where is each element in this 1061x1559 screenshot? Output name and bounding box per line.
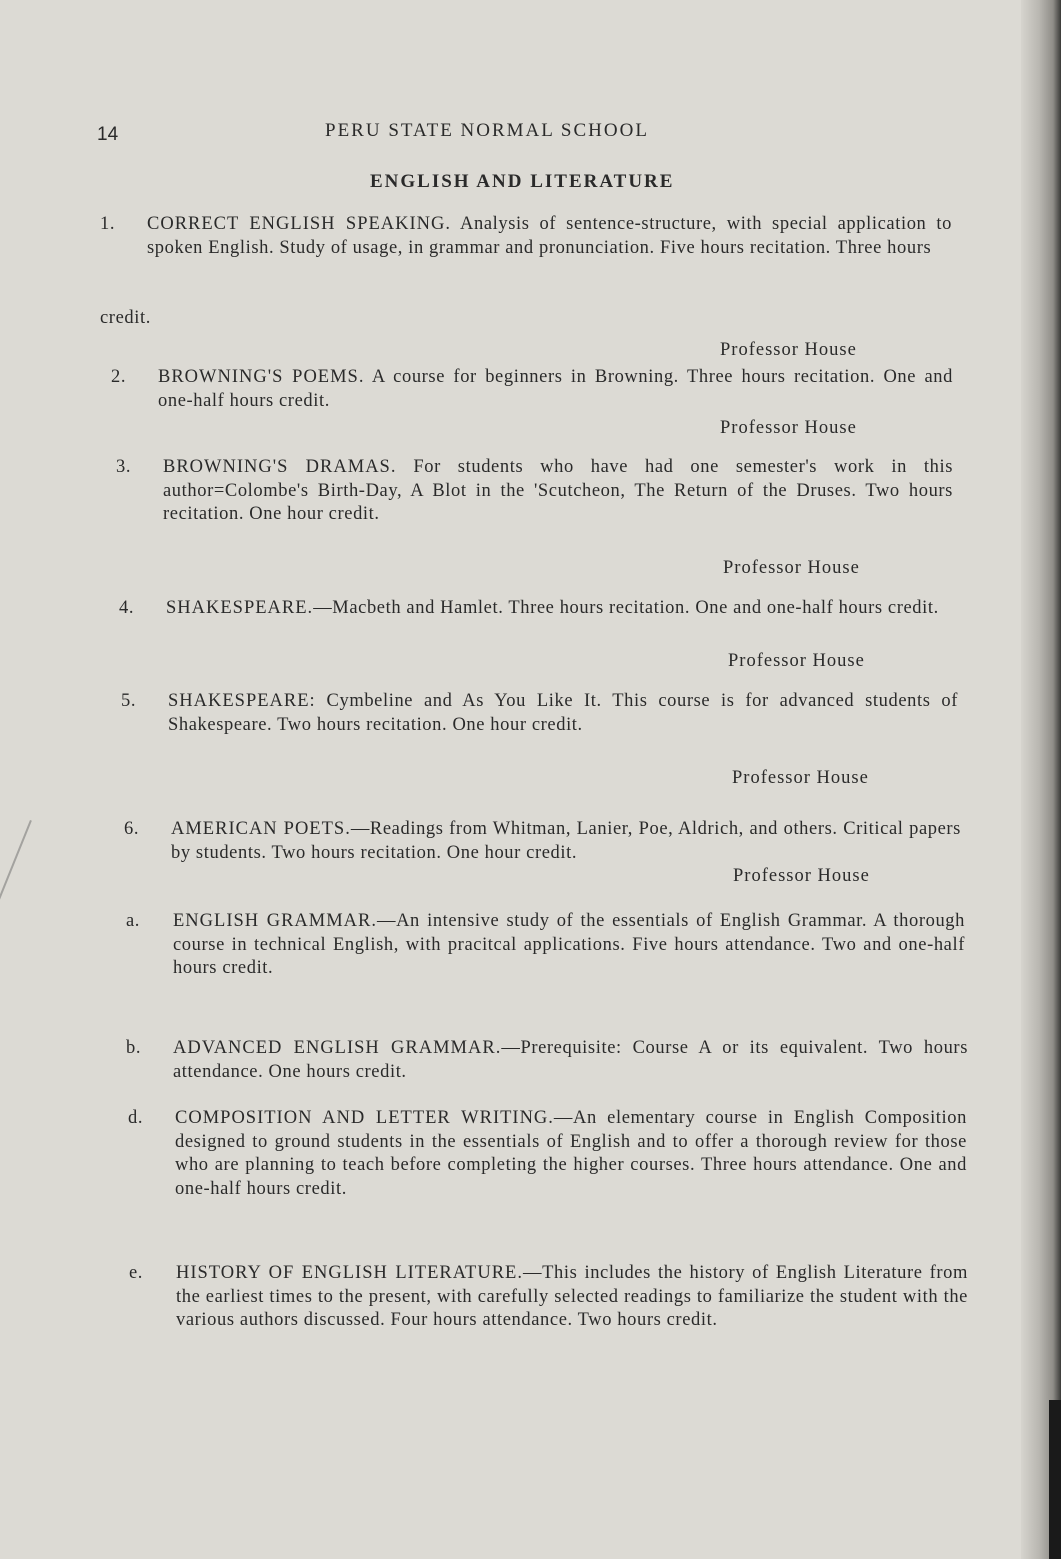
binding-shadow [1021, 0, 1061, 1559]
course-6 [124, 818, 961, 865]
course-credit: credit. [100, 308, 151, 328]
course-d [128, 1107, 967, 1201]
course-description: —Prerequisite: Course A or its equivalent. Two hours attendance. One hours credit. [173, 1038, 968, 1082]
course-title: BROWNING'S DRAMAS. [163, 457, 397, 477]
course-description: —Readings from Whitman, Lanier, Poe, Aldrich, and others. Critical papers by students. Two hours recitation. One hour credit. [171, 819, 961, 863]
course-description: A course for beginners in Browning. Three hours recitation. One and one-half hours credit. [158, 367, 953, 411]
course-title: AMERICAN POETS. [171, 819, 351, 839]
binding-edge [1049, 1400, 1061, 1559]
course-title: BROWNING'S POEMS. [158, 367, 365, 387]
course-number: d. [128, 1108, 144, 1128]
section-title: ENGLISH AND LITERATURE [370, 171, 675, 192]
course-description: For students who have had one semester's work in this author=Colombe's Birth-Day, A Blot in the 'Scutcheon, The Return of the Druses. Two hours recitation. One hour credit. [163, 457, 953, 524]
course-1 [100, 213, 952, 260]
course-4 [119, 597, 953, 621]
course-title: CORRECT ENGLISH SPEAKING. [147, 214, 452, 234]
course-number: b. [126, 1038, 142, 1058]
course-title: SHAKESPEARE: [168, 691, 316, 711]
course-title: COMPOSITION AND LETTER WRITING. [175, 1108, 554, 1128]
course-number: 6. [124, 819, 140, 839]
course-description: —This includes the history of English Literature from the earliest times to the present, with carefully selected readings to familiarize the student with the various authors discussed. Four hours attendance. Two hours credit. [176, 1263, 968, 1330]
course-description: Cymbeline and As You Like It. This course is for advanced students of Shakespeare. Two hours recitation. One hour credit. [168, 691, 958, 735]
course-number: 5. [121, 691, 137, 711]
course-description: Analysis of sentence-structure, with special application to spoken English. Study of usage, in grammar and pronunciation. Five hours recitation. Three hours [147, 214, 952, 258]
running-head: PERU STATE NORMAL SCHOOL [325, 120, 649, 141]
instructor-2: Professor House [720, 418, 857, 438]
instructor-1: Professor House [720, 340, 857, 360]
course-number: 3. [116, 457, 132, 477]
course-title: ENGLISH GRAMMAR. [173, 911, 377, 931]
course-1-credit [100, 307, 300, 331]
course-description: —An elementary course in English Composition designed to ground students in the essentials of English and to offer a thorough review for those who are planning to teach before completing the higher courses. Three hours attendance. One and one-half hours credit. [175, 1108, 967, 1199]
course-description: —Macbeth and Hamlet. Three hours recitation. One and one-half hours credit. [313, 598, 939, 618]
page-number: 14 [97, 124, 119, 145]
course-2 [111, 366, 953, 413]
course-number: 2. [111, 367, 127, 387]
course-description: —An intensive study of the essentials of English Grammar. A thorough course in technical English, with pracitcal applications. Five hours attendance. Two and one-half hours credit. [173, 911, 965, 978]
course-b [126, 1037, 968, 1084]
course-5 [121, 690, 958, 737]
instructor-5: Professor House [732, 768, 869, 788]
course-number: e. [129, 1263, 144, 1283]
course-number: a. [126, 911, 141, 931]
instructor-3: Professor House [723, 558, 860, 578]
course-e [129, 1262, 968, 1333]
course-3 [116, 456, 953, 527]
course-number: 1. [100, 214, 116, 234]
instructor-4: Professor House [728, 651, 865, 671]
course-title: ADVANCED ENGLISH GRAMMAR. [173, 1038, 502, 1058]
instructor-6: Professor House [733, 866, 870, 886]
course-title: SHAKESPEARE. [166, 598, 314, 618]
course-title: HISTORY OF ENGLISH LITERATURE. [176, 1263, 523, 1283]
course-a [126, 910, 965, 981]
course-number: 4. [119, 598, 135, 618]
